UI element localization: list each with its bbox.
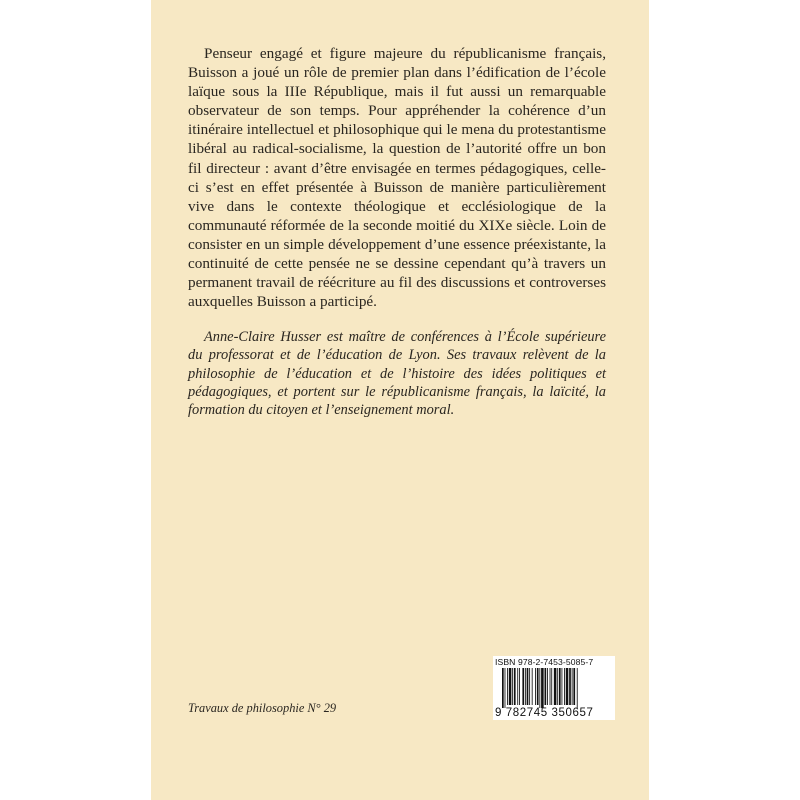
ean-digits: 9 782745 350657 <box>495 707 594 719</box>
isbn-label: ISBN 978-2-7453-5085-7 <box>495 657 594 667</box>
book-blurb: Penseur engagé et figure majeure du républicanisme français, Buisson a joué un rôle de premier plan dans l’édification de l’école laïque sous la IIIe République, mais il fut aussi un remarquable observateur de son temps. Pour appréhender la cohérence d’un itinéraire intellectuel et philosophique qui le mena du protestantisme libéral au radical-socialisme, la question de l’autorité offre un bon fil directeur : avant d’être envisagée en termes pédagogiques, celle-ci s’est en effet présentée à Buisson de manière particulièrement vive dans le contexte théologique et ecclésiologique de la communauté réformée de la seconde moitié du XIXe siècle. Loin de consister en un simple développement d’une essence préexistante, la continuité de cette pensée ne se dessine cependant qu’à travers un permanent travail de réécriture au fil des discussions et controverses auxquelles Buisson a participé. <box>188 45 606 311</box>
barcode-icon <box>502 668 612 708</box>
author-bio: Anne-Claire Husser est maître de conférences à l’École supérieure du professorat et de l’éducation de Lyon. Ses travaux relèvent de la philosophie de l’éducation et de l’histoire des idées politiques et pédagogiques, et portent sur le républicanisme français, la laïcité, la formation du citoyen et l’enseignement moral. <box>188 329 606 419</box>
series-label: Travaux de philosophie N° 29 <box>188 701 337 715</box>
